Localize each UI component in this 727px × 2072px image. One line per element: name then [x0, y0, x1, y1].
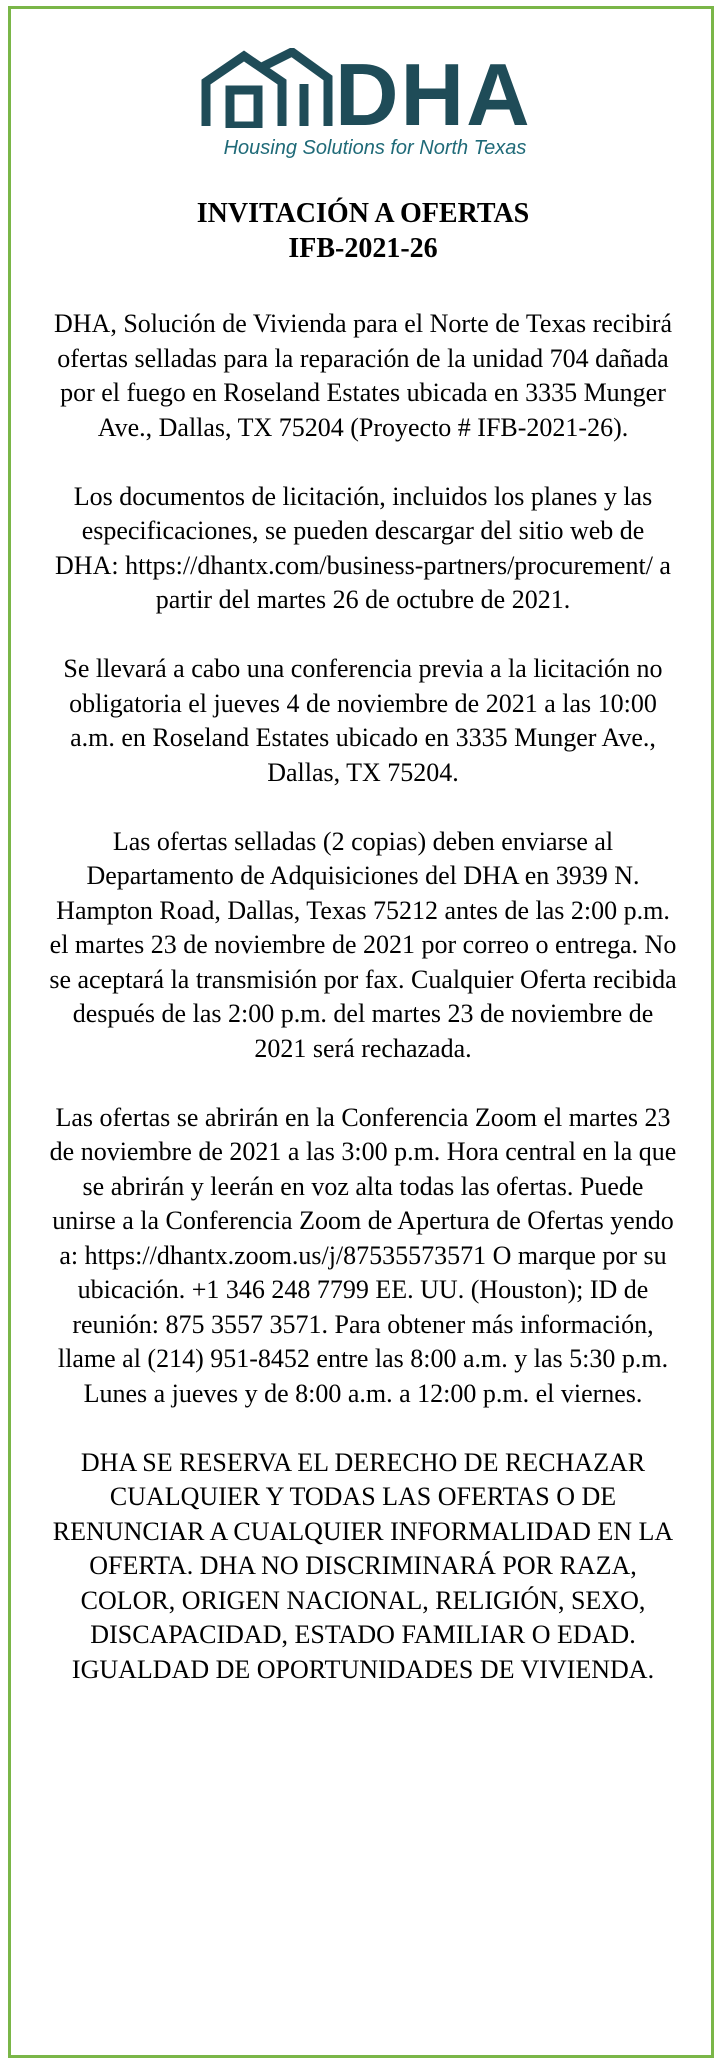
logo-tagline: Housing Solutions for North Texas	[223, 137, 527, 159]
dha-logo	[200, 45, 540, 168]
title-line-2: IFB-2021-26	[288, 233, 438, 264]
paragraph-disclaimer: DHA SE RESERVA EL DERECHO DE RECHAZAR CUALQUIER Y TODAS LAS OFERTAS O DE RENUNCIAR A CUALQUIER INFORMALIDAD EN LA OFERTA. DHA NO DISCRIMINARÁ POR RAZA, COLOR, ORIGEN NACIONAL, RELIGIÓN, SEXO, DISCAPACIDAD, ESTADO FAMILIAR O EDAD. IGUALDAD DE OPORTUNIDADES DE VIVIENDA.	[52, 1447, 674, 1684]
title-line-1: INVITACIÓN A OFERTAS	[196, 198, 530, 229]
notice-body	[48, 196, 678, 1722]
paragraph-conference: Se llevará a cabo una conferencia previa a la licitación no obligatoria el jueves 4 de noviembre de 2021 a las 10:00 a.m. en Roseland Estates ubicado en 3335 Munger Ave., Dallas, TX 75204.	[63, 654, 663, 787]
logo-wordmark: DHA	[335, 45, 532, 144]
paragraph-opening: Las ofertas se abrirán en la Conferencia Zoom el martes 23 de noviembre de 2021 a las 3:00 p.m. Hora central en la que se abrirán y leerán en voz alta todas las ofertas. Puede unirse a la Conferencia Zoom de Apertura de Ofertas yendo a: https://dhantx.zoom.us/j/87535573571 O marque por su ubicación. +1 346 248 7799 EE. UU. (Houston); ID de reunión: 875 3557 3571. Para obtener más información, llame al (214) 951-8452 entre las 8:00 a.m. y las 5:30 p.m. Lunes a jueves y de 8:00 a.m. a 12:00 p.m. el viernes.	[49, 1102, 677, 1408]
paragraph-intro: DHA, Solución de Vivienda para el Norte de Texas recibirá ofertas selladas para la reparación de la unidad 704 dañada por el fuego en Roseland Estates ubicada en 3335 Munger Ave., Dallas, TX 75204 (Proyecto # IFB-2021-26).	[53, 309, 672, 442]
paragraph-documents: Los documentos de licitación, incluidos los planes y las especificaciones, se pueden descargar del sitio web de DHA: https://dhantx.com/business-partners/procurement/ a partir del martes 26 de octubre de 2021.	[55, 481, 671, 614]
notice-title	[48, 196, 678, 266]
house-outline-icon	[200, 48, 335, 128]
paragraph-submission: Las ofertas selladas (2 copias) deben enviarse al Departamento de Adquisiciones del DHA en 3939 N. Hampton Road, Dallas, Texas 75212 antes de las 2:00 p.m. el martes 23 de noviembre de 2021 por correo o entrega. No se aceptará la transmisión por fax. Cualquier Oferta recibida después de las 2:00 p.m. del martes 23 de noviembre de 2021 será rechazada.	[49, 826, 677, 1063]
